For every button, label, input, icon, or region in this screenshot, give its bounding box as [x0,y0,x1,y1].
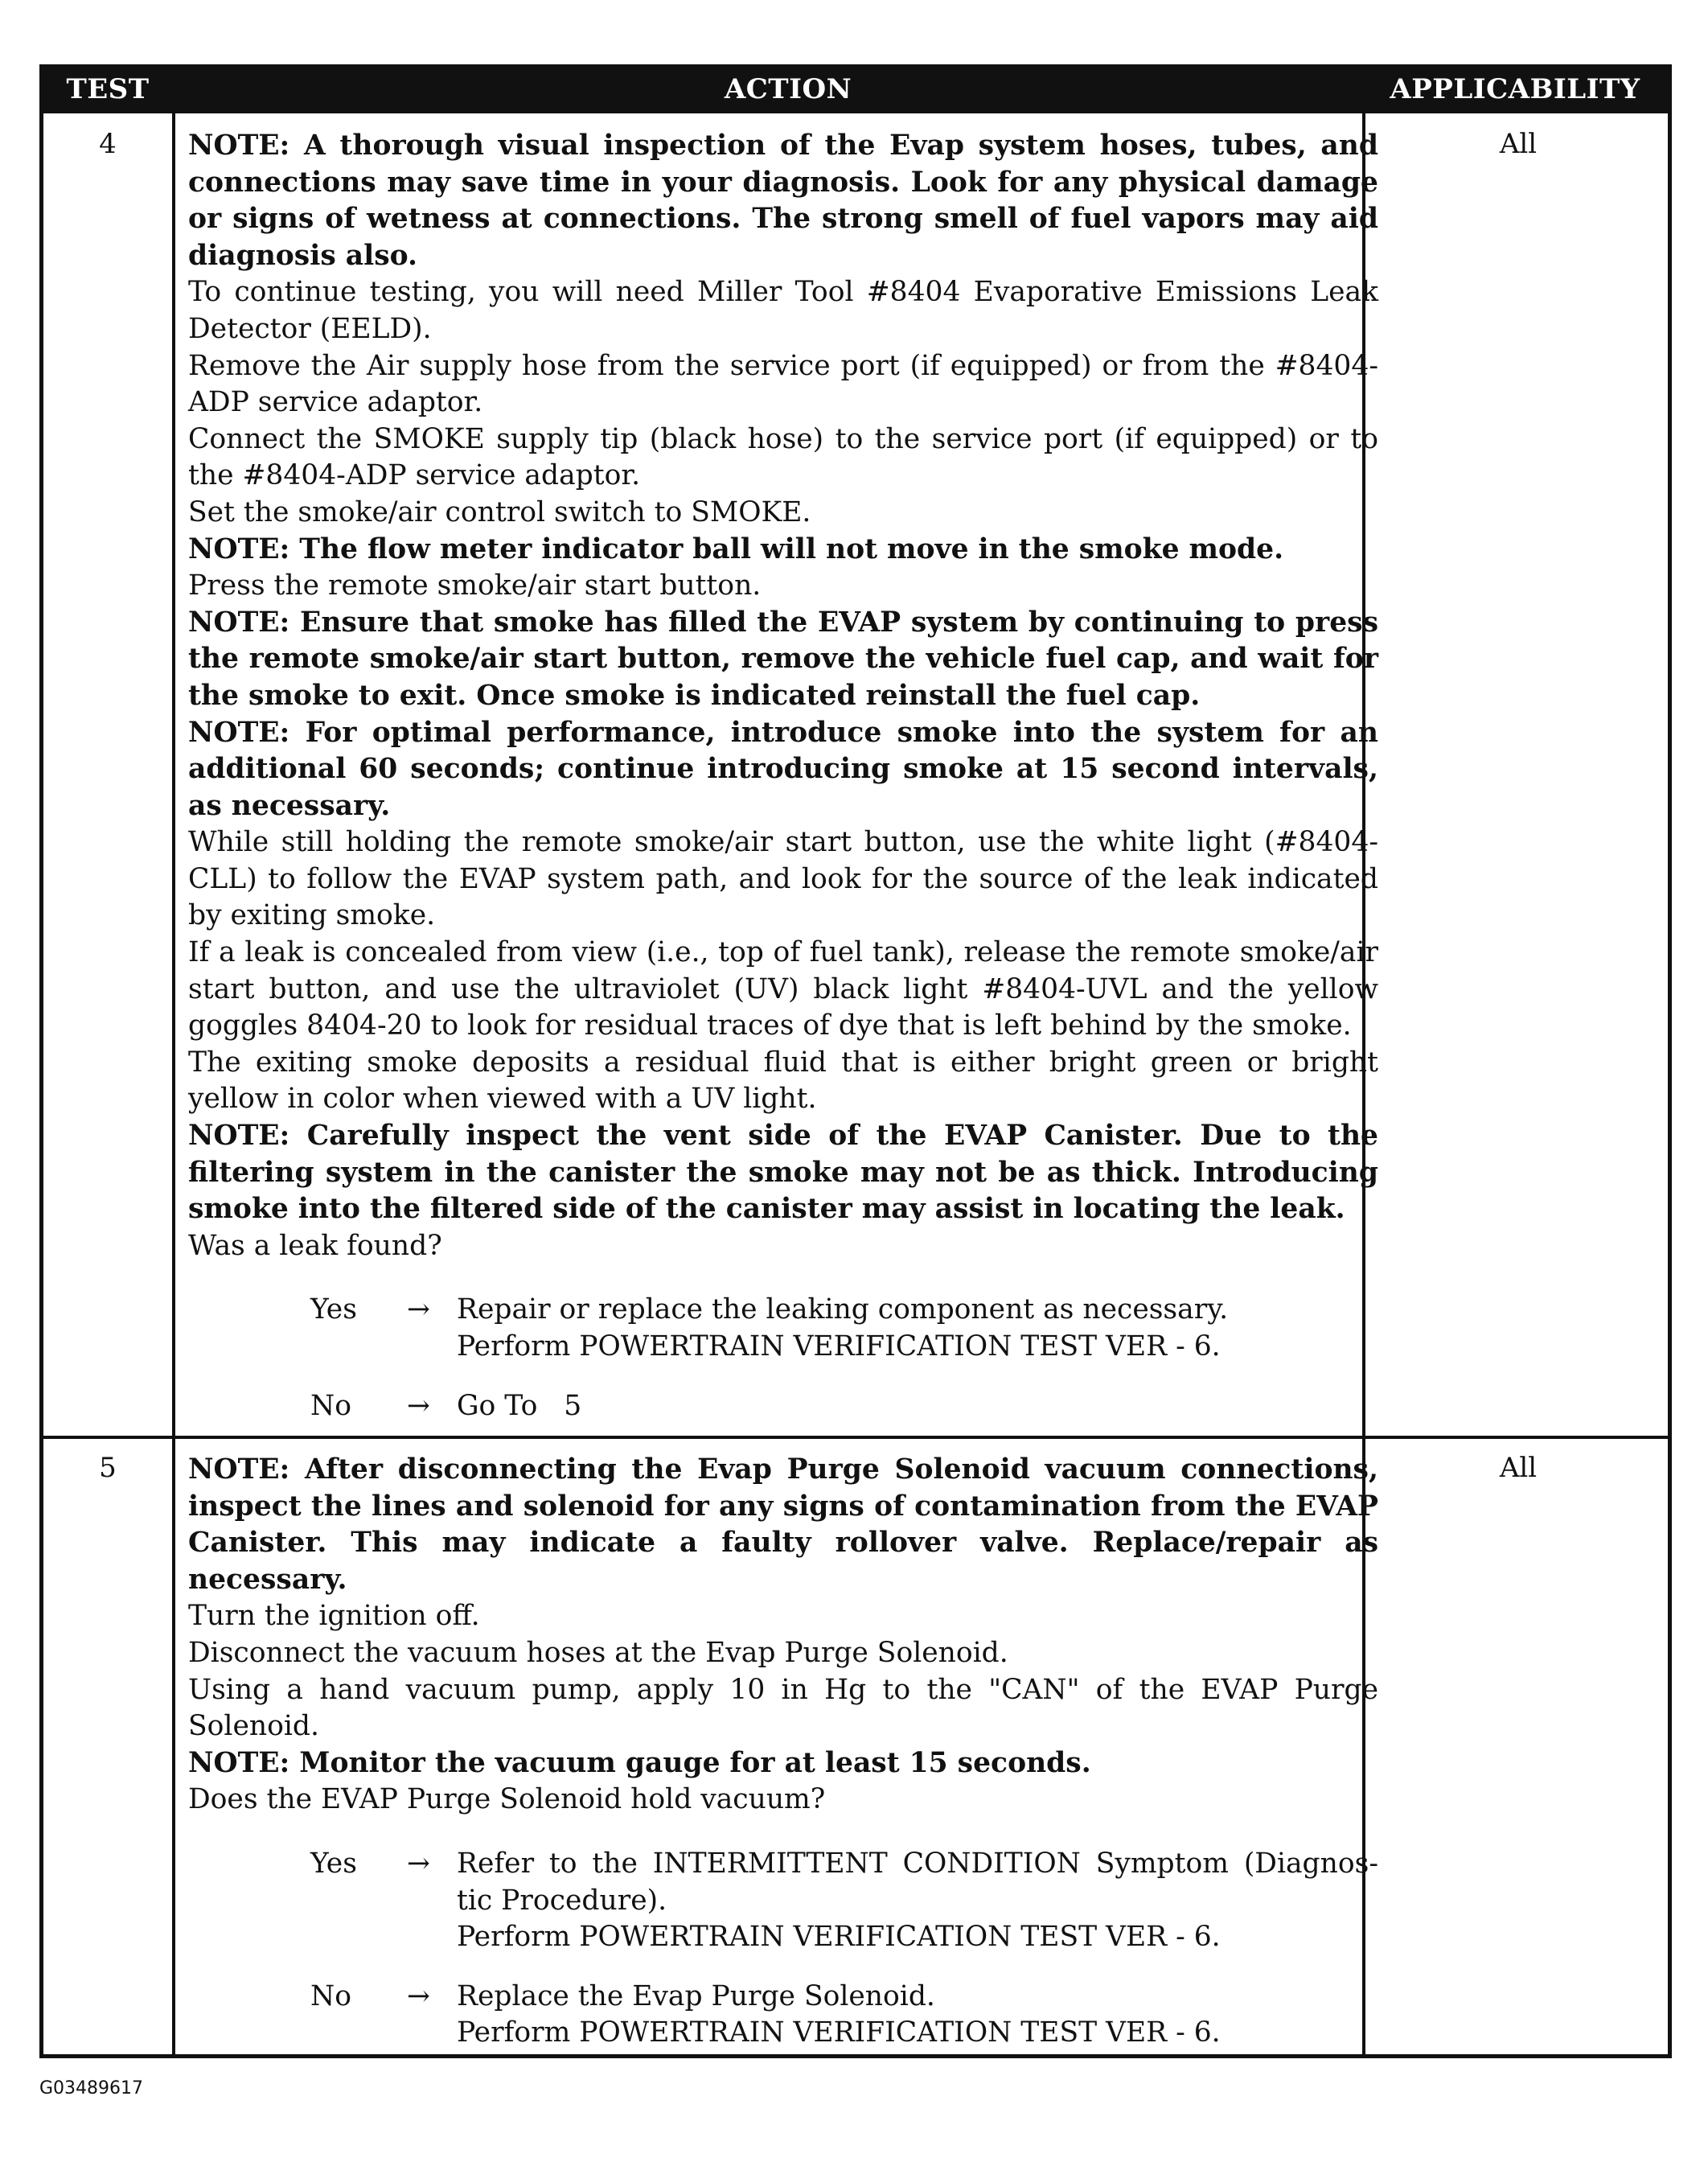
column-divider [172,113,175,2054]
figure-id: G03489617 [39,2078,144,2098]
answer-label: No [310,1389,351,1422]
table-header [43,68,1668,113]
test-number: 5 [99,1452,117,1484]
answer-line: Repair or replace the leaking component as necessary. [457,1293,1229,1326]
question-text: Was a leak found? [188,1229,442,1262]
instruction-text: Connect the SMOKE supply tip (black hose) to the service port (if equipped) or to the #8404-ADP service adaptor. [188,422,1378,492]
instruction-text: Set the smoke/air control switch to SMOKE. [188,495,811,528]
test-number: 4 [99,128,117,160]
action-cell [188,128,1378,1424]
answer-line: Perform POWERTRAIN VERIFICATION TEST VER - 6. [457,1921,1221,1954]
action-cell [188,1452,1378,2052]
answer-no [188,1388,1378,1425]
note-text: NOTE: Monitor the vacuum gauge for at least 15 seconds. [188,1746,1091,1779]
answer-no [188,1979,1378,2052]
answer-yes [188,1846,1378,1956]
arrow-icon: → [407,1293,430,1326]
instruction-text: If a leak is concealed from view (i.e., top of fuel tank), release the remote smoke/air start button, and use the ultraviolet (UV) black light #8404-UVL and the yellow goggles 8404-20 to look for residual traces of dye that is left behind by the smoke. [188,936,1378,1042]
answer-line: Go To 5 [457,1389,582,1422]
note-text: NOTE: A thorough visual inspection of the Evap system hoses, tubes, and connections may save time in your diagnosis. Look for any physical damage or signs of wetness at connections. The strong smell of fuel vapors may aid diagnosis also. [188,129,1378,272]
arrow-icon: → [407,1979,430,2012]
answer-label: No [310,1979,351,2012]
answer-line: Refer to the INTERMITTENT CONDITION Symptom (Diagnos- [457,1847,1378,1880]
note-text: NOTE: Carefully inspect the vent side of the EVAP Canister. Due to the filtering system in the canister the smoke may not be as thick. Introducing smoke into the filtered side of the canister may assist in locating the leak. [188,1120,1378,1226]
answer-line: Perform POWERTRAIN VERIFICATION TEST VER - 6. [457,1330,1221,1363]
header-applicability: APPLICABILITY [1390,73,1640,105]
instruction-text: Press the remote smoke/air start button. [188,569,762,602]
note-text: NOTE: The flow meter indicator ball will not move in the smoke mode. [188,532,1284,565]
instruction-text: Remove the Air supply hose from the service port (if equipped) or from the #8404-ADP service adaptor. [188,349,1378,419]
note-text: NOTE: For optimal performance, introduce smoke into the system for an additional 60 seconds; continue introducing smoke at 15 second intervals, as necessary. [188,716,1378,822]
arrow-icon: → [407,1389,430,1422]
applicability-value: All [1499,1452,1538,1484]
instruction-text: Turn the ignition off. [188,1600,480,1633]
question-text: Does the EVAP Purge Solenoid hold vacuum? [188,1783,826,1816]
answer-line: Perform POWERTRAIN VERIFICATION TEST VER - 6. [457,2016,1221,2049]
answer-label: Yes [310,1293,357,1326]
header-action: ACTION [724,73,852,105]
arrow-icon: → [407,1847,430,1880]
answer-line: Replace the Evap Purge Solenoid. [457,1979,935,2012]
diagnostic-table [39,64,1672,2058]
instruction-text: Disconnect the vacuum hoses at the Evap Purge Solenoid. [188,1636,1008,1669]
note-text: NOTE: Ensure that smoke has filled the EVAP system by continuing to press the remote smoke/air start button, remove the vehicle fuel cap, and wait for the smoke to exit. Once smoke is indicated reinstall the fuel cap. [188,606,1378,712]
row-divider [43,1436,1668,1439]
header-test: TEST [66,73,150,105]
note-text: NOTE: After disconnecting the Evap Purge Solenoid vacuum connections, inspect the lines and solenoid for any signs of contamination from the EVAP Canister. This may indicate a faulty rollover valve. Replace/repair as necessary. [188,1453,1378,1596]
answer-line: tic Procedure). [457,1884,667,1917]
instruction-text: The exiting smoke deposits a residual fluid that is either bright green or bright yellow in color when viewed with a UV light. [188,1046,1378,1116]
answer-label: Yes [310,1847,357,1880]
instruction-text: While still holding the remote smoke/air start button, use the white light (#8404-CLL) to follow the EVAP system path, and look for the source of the leak indicated by exiting smoke. [188,826,1378,932]
instruction-text: To continue testing, you will need Miller Tool #8404 Evaporative Emissions Leak Detector (EELD). [188,276,1378,345]
applicability-value: All [1499,128,1538,160]
instruction-text: Using a hand vacuum pump, apply 10 in Hg to the "CAN" of the EVAP Purge Solenoid. [188,1673,1378,1743]
answer-yes [188,1292,1378,1365]
